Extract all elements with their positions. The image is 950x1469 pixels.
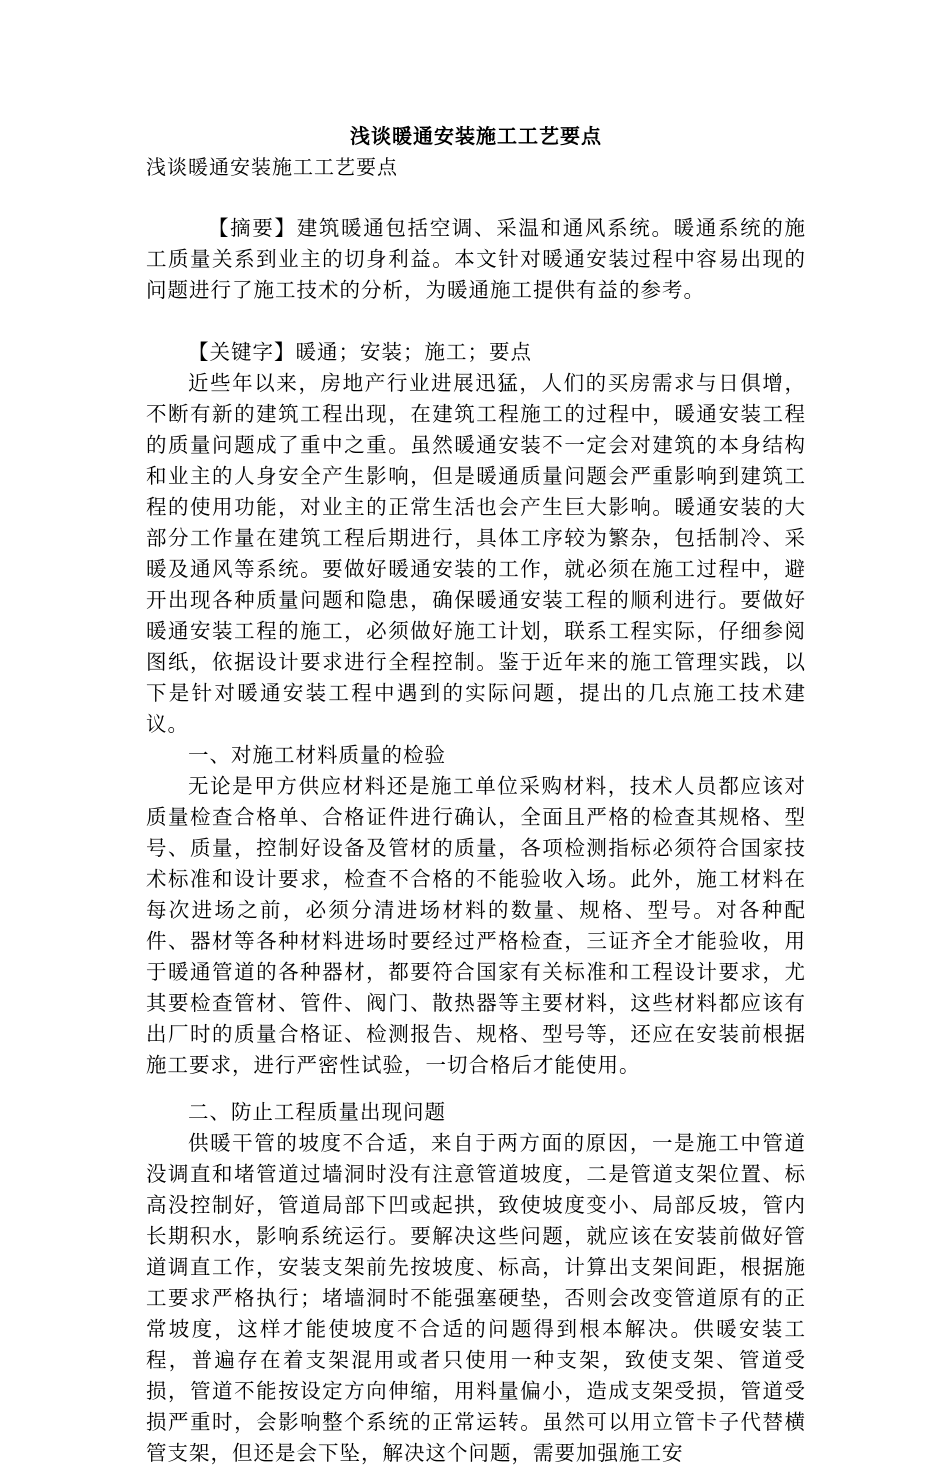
section1-heading: 一、对施工材料质量的检验 [188,743,446,767]
intro-paragraph: 近些年以来，房地产行业进展迅猛，人们的买房需求与日俱增，不断有新的建筑工程出现，在建筑工程施工的过程中，暖通安装工程的质量问题成了重中之重。虽然暖通安装不一定会对建筑的本身结构和业主的人身安全产生影响，但是暖通质量问题会严重影响到建筑工程的使用功能，对业主的正常生活也会产生巨大影响。暖通安装的大部分工作量在建筑工程后期进行，具体工序较为繁杂，包括制冷、采暖及通风等系统。要做好暖通安装的工作，就必须在施工过程中，避开出现各种质量问题和隐患，确保暖通安装工程的顺利进行。要做好暖通安装工程的施工，必须做好施工计划，联系工程实际，仔细参阅图纸，依据设计要求进行全程控制。鉴于近年来的施工管理实践，以下是针对暖通安装工程中遇到的实际问题，提出的几点施工技术建议。 [146,371,806,736]
abstract-paragraph: 【摘要】建筑暖通包括空调、采温和通风系统。暖通系统的施工质量关系到业主的切身利益。本文针对暖通安装过程中容易出现的问题进行了施工技术的分析，为暖通施工提供有益的参考。 [146,216,806,302]
section1-body: 无论是甲方供应材料还是施工单位采购材料，技术人员都应该对质量检查合格单、合格证件进行确认，全面且严格的检查其规格、型号、质量，控制好设备及管材的质量，各项检测指标必须符合国家技术标准和设计要求，检查不合格的不能验收入场。此外，施工材料在每次进场之前，必须分清进场材料的数量、规格、型号。对各种配件、器材等各种材料进场时要经过严格检查，三证齐全才能验收，用于暖通管道的各种器材，都要符合国家有关标准和工程设计要求，尤其要检查管材、管件、阀门、散热器等主要材料，这些材料都应该有出厂时的质量合格证、检测报告、规格、型号等，还应在安装前根据施工要求，进行严密性试验，一切合格后才能使用。 [146,774,806,1077]
document-title: 浅谈暖通安装施工工艺要点 [350,124,602,148]
section2-heading: 二、防止工程质量出现问题 [188,1100,446,1124]
spacer [146,182,806,213]
spacer [146,1081,806,1097]
document-page [146,120,806,1469]
keywords-paragraph: 【关键字】暖通；安装；施工；要点 [188,340,532,364]
spacer [146,306,806,337]
document-subtitle: 浅谈暖通安装施工工艺要点 [146,155,398,179]
section2-body: 供暖干管的坡度不合适，来自于两方面的原因，一是施工中管道没调直和堵管道过墙洞时没有注意管道坡度，二是管道支架位置、标高没控制好，管道局部下凹或起拱，致使坡度变小、局部反坡，管内长期积水，影响系统运行。要解决这些问题，就应该在安装前做好管道调直工作，安装支架前先按坡度、标高，计算出支架间距，根据施工要求严格执行；堵墙洞时不能强塞硬垫，否则会改变管道原有的正常坡度，这样才能使坡度不合适的问题得到根本解决。供暖安装工程，普遍存在着支架混用或者只使用一种支架，致使支架、管道受损，管道不能按设定方向伸缩，用料量偏小，造成支架受损，管道受损严重时，会影响整个系统的正常运转。虽然可以用立管卡子代替横管支架，但还是会下坠，解决这个问题，需要加强施工安 [146,1131,806,1465]
